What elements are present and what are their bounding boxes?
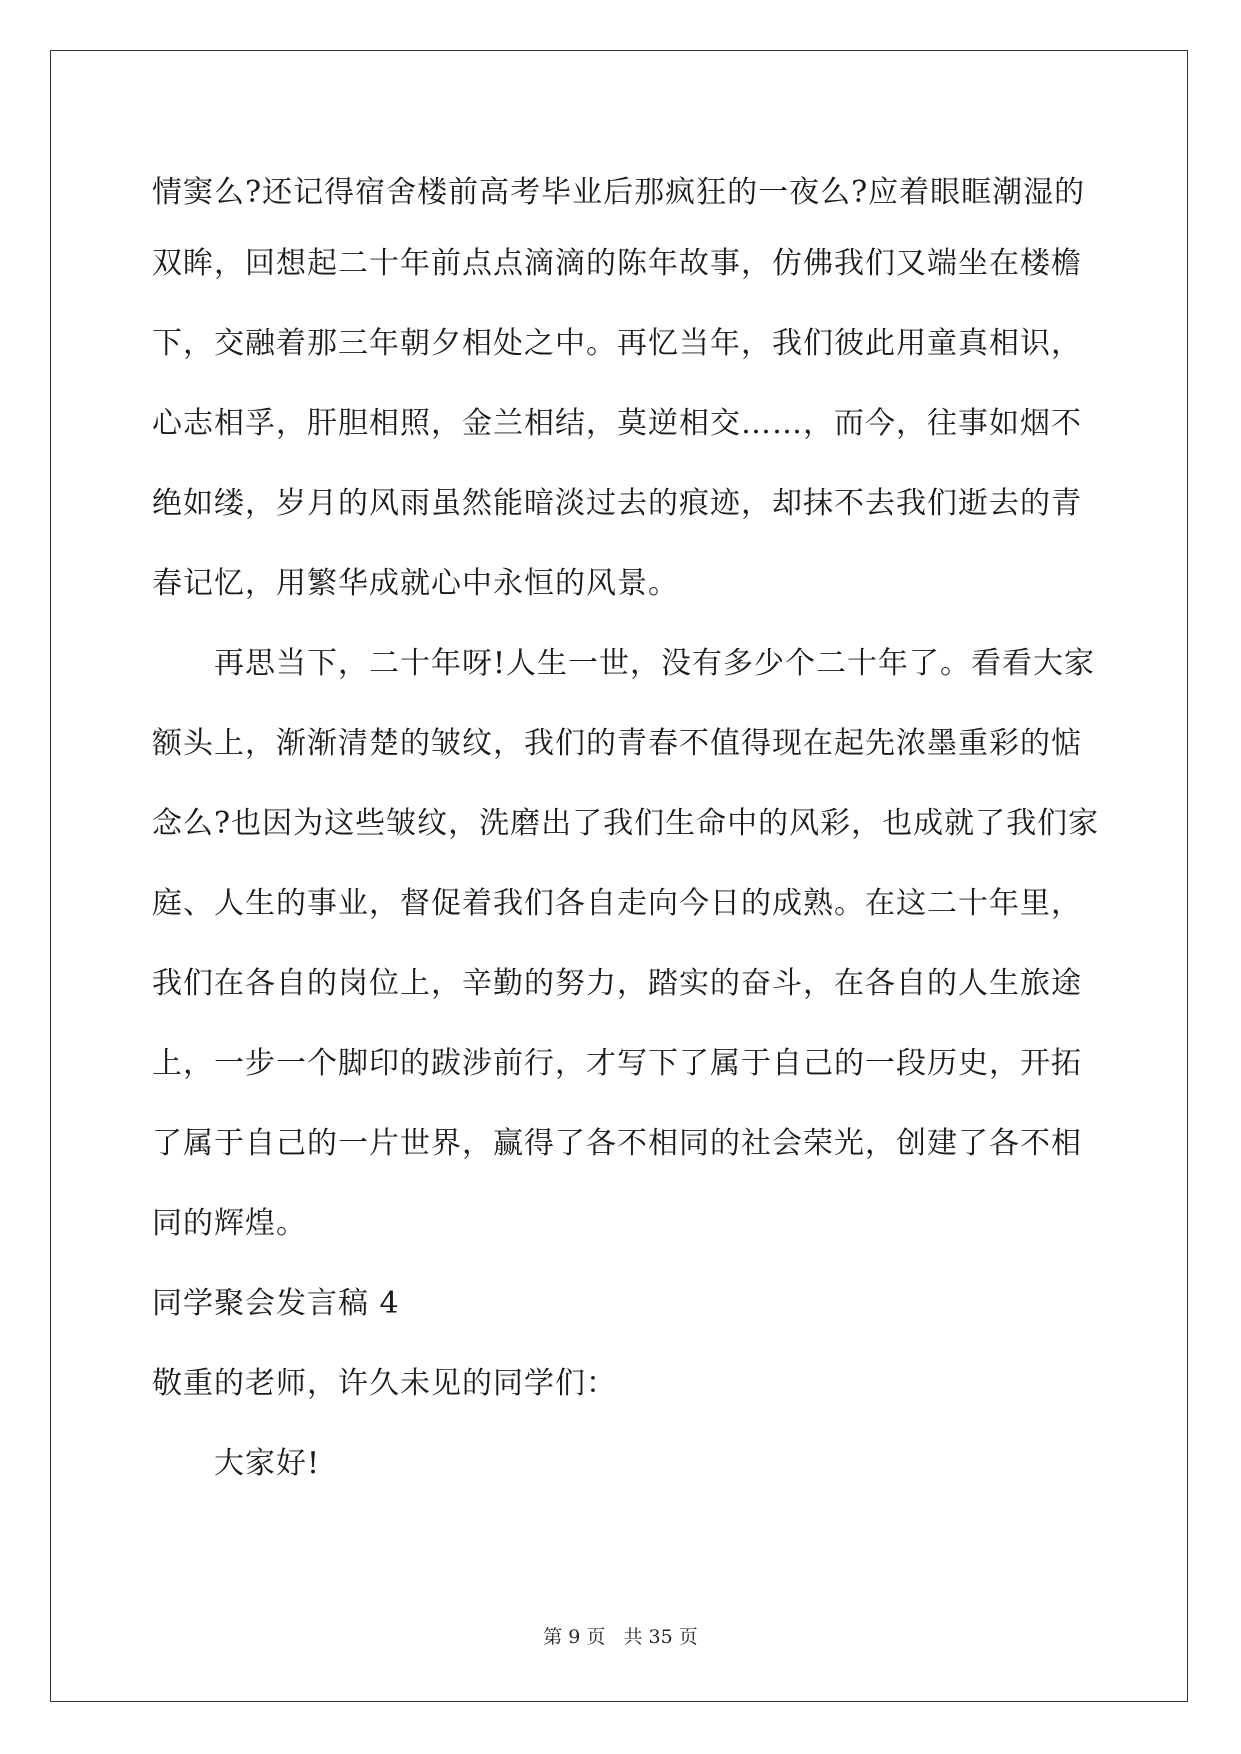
paragraph-line: 同的辉煌。	[152, 1206, 307, 1241]
document-body	[152, 162, 1100, 1504]
paragraph-line: 我们在各自的岗位上，辛勤的努力，踏实的奋斗，在各自的人生旅途	[152, 966, 1082, 1001]
greeting: 大家好!	[214, 1446, 321, 1481]
paragraph-line: 心志相孚，肝胆相照，金兰相结，莫逆相交……，而今，往事如烟不	[152, 406, 1082, 441]
paragraph-line: 再思当下，二十年呀!人生一世，没有多少个二十年了。看看大家	[214, 646, 1096, 681]
paragraph-line: 上，一步一个脚印的跋涉前行，才写下了属于自己的一段历史，开拓	[152, 1046, 1082, 1081]
paragraph-line: 额头上，渐渐清楚的皱纹，我们的青春不值得现在起先浓墨重彩的惦	[152, 726, 1082, 761]
paragraph-line: 下，交融着那三年朝夕相处之中。再忆当年，我们彼此用童真相识，	[152, 326, 1082, 361]
paragraph-line: 念么?也因为这些皱纹，洗磨出了我们生命中的风彩，也成就了我们家	[152, 806, 1100, 841]
paragraph-line: 了属于自己的一片世界，赢得了各不相同的社会荣光，创建了各不相	[152, 1126, 1082, 1161]
paragraph-line: 春记忆，用繁华成就心中永恒的风景。	[152, 566, 679, 601]
paragraph-line: 情窦么?还记得宿舍楼前高考毕业后那疯狂的一夜么?应着眼眶潮湿的	[152, 175, 1086, 210]
page-footer	[0, 1622, 1241, 1649]
page-number: 第 9 页	[543, 1626, 606, 1648]
paragraph-line: 庭、人生的事业，督促着我们各自走向今日的成熟。在这二十年里，	[152, 886, 1082, 921]
section-heading: 同学聚会发言稿 4	[152, 1286, 400, 1321]
salutation: 敬重的老师，许久未见的同学们：	[152, 1366, 617, 1401]
page-total: 共 35 页	[623, 1626, 698, 1648]
paragraph-line: 绝如缕，岁月的风雨虽然能暗淡过去的痕迹，却抹不去我们逝去的青	[152, 486, 1082, 521]
paragraph-line: 双眸，回想起二十年前点点滴滴的陈年故事，仿佛我们又端坐在楼檐	[152, 246, 1082, 281]
